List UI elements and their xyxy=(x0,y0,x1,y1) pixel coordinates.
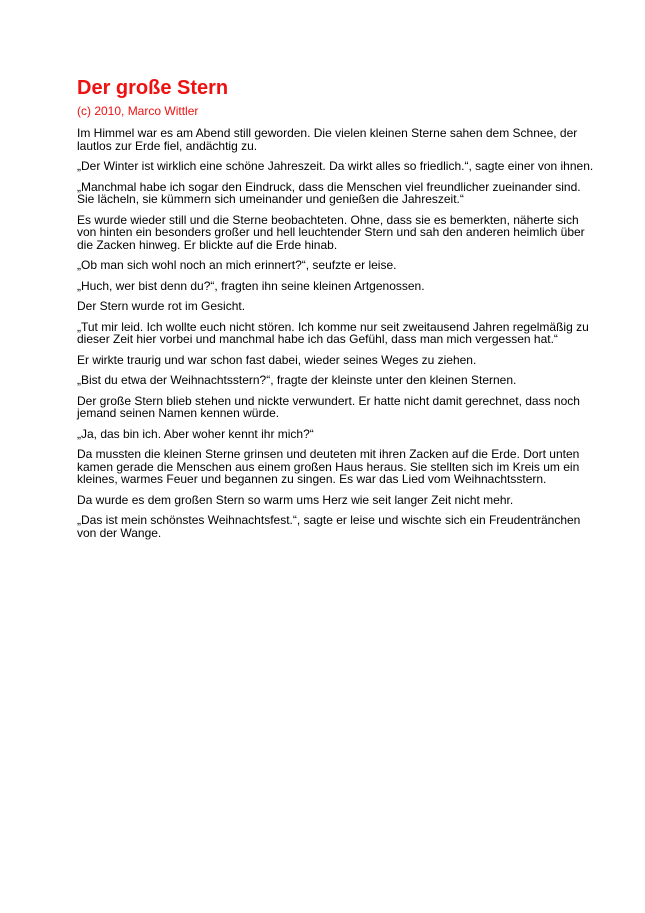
story-paragraph: Der große Stern blieb stehen und nickte verwundert. Er hatte nicht damit gerechnet, dass noch jemand seinen Namen kennen würde. xyxy=(77,393,580,420)
story-paragraph: „Huch, wer bist denn du?“, fragten ihn seine kleinen Artgenossen. xyxy=(77,278,425,293)
story-paragraph: „Ob man sich wohl noch an mich erinnert?“, seufzte er leise. xyxy=(77,258,397,272)
story-paragraph: „Das ist mein schönstes Weihnachtsfest.“, sagte er leise und wischte sich ein Freudentränchen von der Wange. xyxy=(77,513,581,540)
story-paragraph: Da wurde es dem großen Stern so warm ums Herz wie seit langer Zeit nicht mehr. xyxy=(77,492,514,507)
story-paragraph: „Der Winter ist wirklich eine schöne Jahreszeit. Da wirkt alles so friedlich.“, sagte einer von ihnen. xyxy=(77,159,594,173)
story-paragraph: Im Himmel war es am Abend still geworden. Die vielen kleinen Sterne sahen dem Schnee, der lautlos zur Erde fiel, andächtig zu. xyxy=(77,126,578,153)
story-paragraph: „Bist du etwa der Weihnachtsstern?“, fragte der kleinste unter den kleinen Sternen. xyxy=(77,373,517,387)
story-paragraph: Da mussten die kleinen Sterne grinsen und deuteten mit ihren Zacken auf die Erde. Dort unten kamen gerade die Menschen aus einem großen Haus heraus. Sie stellten sich im Kreis um ein kleines, warmes Feuer und begannen zu singen. Es war das Lied vom Weihnachtsstern. xyxy=(77,447,580,486)
document-byline: (c) 2010, Marco Wittler xyxy=(77,104,199,118)
story-paragraph: Es wurde wieder still und die Sterne beobachteten. Ohne, dass sie es bemerkten, näherte sich von hinten ein besonders großer und hell leuchtender Stern und sah den anderen heimlich über die Zacken hinweg. Er blickte auf die Erde hinab. xyxy=(77,212,585,252)
story-body xyxy=(77,127,597,539)
story-paragraph: „Tut mir leid. Ich wollte euch nicht stören. Ich komme nur seit zweitausend Jahren regelmäßig zu dieser Zeit hier vorbei und manchmal habe ich das Gefühl, dass man mich vergessen hat.“ xyxy=(77,319,589,346)
story-paragraph: Der Stern wurde rot im Gesicht. xyxy=(77,299,246,313)
document-title: Der große Stern xyxy=(77,77,229,99)
document-page xyxy=(77,76,597,547)
story-paragraph: „Manchmal habe ich sogar den Eindruck, dass die Menschen viel freundlicher zueinander sind. Sie lächeln, sie kümmern sich umeinander und genießen die Jahreszeit.“ xyxy=(77,179,581,206)
story-paragraph: Er wirkte traurig und war schon fast dabei, wieder seines Weges zu ziehen. xyxy=(77,352,477,367)
story-paragraph: „Ja, das bin ich. Aber woher kennt ihr mich?“ xyxy=(77,426,314,441)
